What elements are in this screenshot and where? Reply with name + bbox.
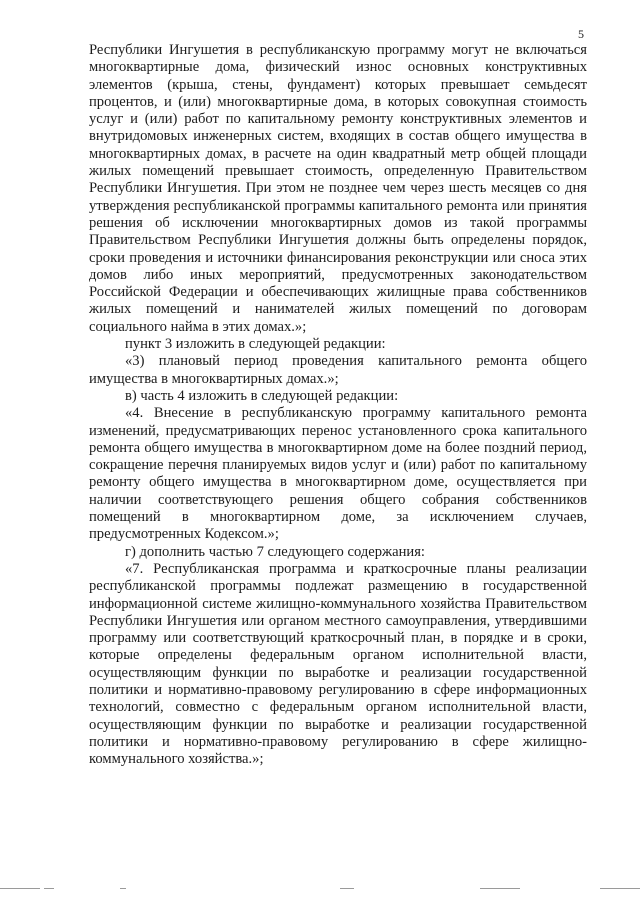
paragraph: «4. Внесение в республиканскую программу капитального ремонта изменений, предусматривающих перенос установленного срока капитального ремонта общего имущества в многоквартирном доме на более поздний период, сокращение перечня планируемых видов услуг и (или) работ по капитальному ремонту общего имущества в многоквартирном доме, осуществляется при наличии соответствующего решения общего собрания собственников помещений в многоквартирном доме, за исключением случаев, предусмотренных Кодексом.»; [89, 405, 587, 543]
scan-artifacts [0, 888, 640, 894]
scan-mark [0, 888, 40, 889]
page-number: 5 [578, 27, 584, 41]
document-body [89, 42, 587, 768]
paragraph: пункт 3 изложить в следующей редакции: [125, 336, 386, 353]
scan-mark [44, 888, 54, 889]
paragraph: «3) плановый период проведения капитального ремонта общего имущества в многоквартирных домах.»; [89, 353, 587, 387]
scan-mark [600, 888, 640, 889]
paragraph: в) часть 4 изложить в следующей редакции: [125, 387, 399, 404]
paragraph: Республики Ингушетия в республиканскую программу могут не включаться многоквартирные дома, физический износ основных конструктивных элементов (крыша, стены, фундамент) которых превышает семьдесят процентов, и (или) многоквартирные дома, в которых совокупная стоимость услуг и (или) работ по капитальному ремонту конструктивных элементов и внутридомовых инженерных систем, входящих в состав общего имущества в многоквартирных домах, в расчете на один квадратный метр общей площади жилых помещений превышает стоимость, определенную Правительством Республики Ингушетия. При этом не позднее чем через шесть месяцев со дня утверждения республиканской программы капитального ремонта или принятия решения об исключении многоквартирных домов из такой программы Правительством Республики Ингушетия должны быть определены порядок, сроки проведения и источники финансирования реконструкции или сноса этих домов либо иных мероприятий, предусмотренных законодательством Российской Федерации и обеспечивающих жилищные права собственников жилых помещений и нанимателей жилых помещений по договорам социального найма в этих домах.»; [89, 42, 587, 335]
scan-mark [480, 888, 520, 889]
scan-mark [340, 888, 354, 889]
scan-mark [120, 888, 126, 889]
paragraph: «7. Республиканская программа и краткосрочные планы реализации республиканской программы подлежат размещению в государственной информационной системе жилищно-коммунального хозяйства Правительством Республики Ингушетия или органом местного самоуправления, утвердившими программу или соответствующий краткосрочный план, в порядке и в сроки, которые определены федеральным органом исполнительной власти, осуществляющим функции по выработке и реализации государственной политики и нормативно-правовому регулированию в сфере информационных технологий, совместно с федеральным органом исполнительной власти, осуществляющим функции по выработке и реализации государственной политики и нормативно-правовому регулированию в сфере жилищно-коммунального хозяйства.»; [89, 560, 587, 768]
paragraph: г) дополнить частью 7 следующего содержания: [125, 543, 425, 560]
